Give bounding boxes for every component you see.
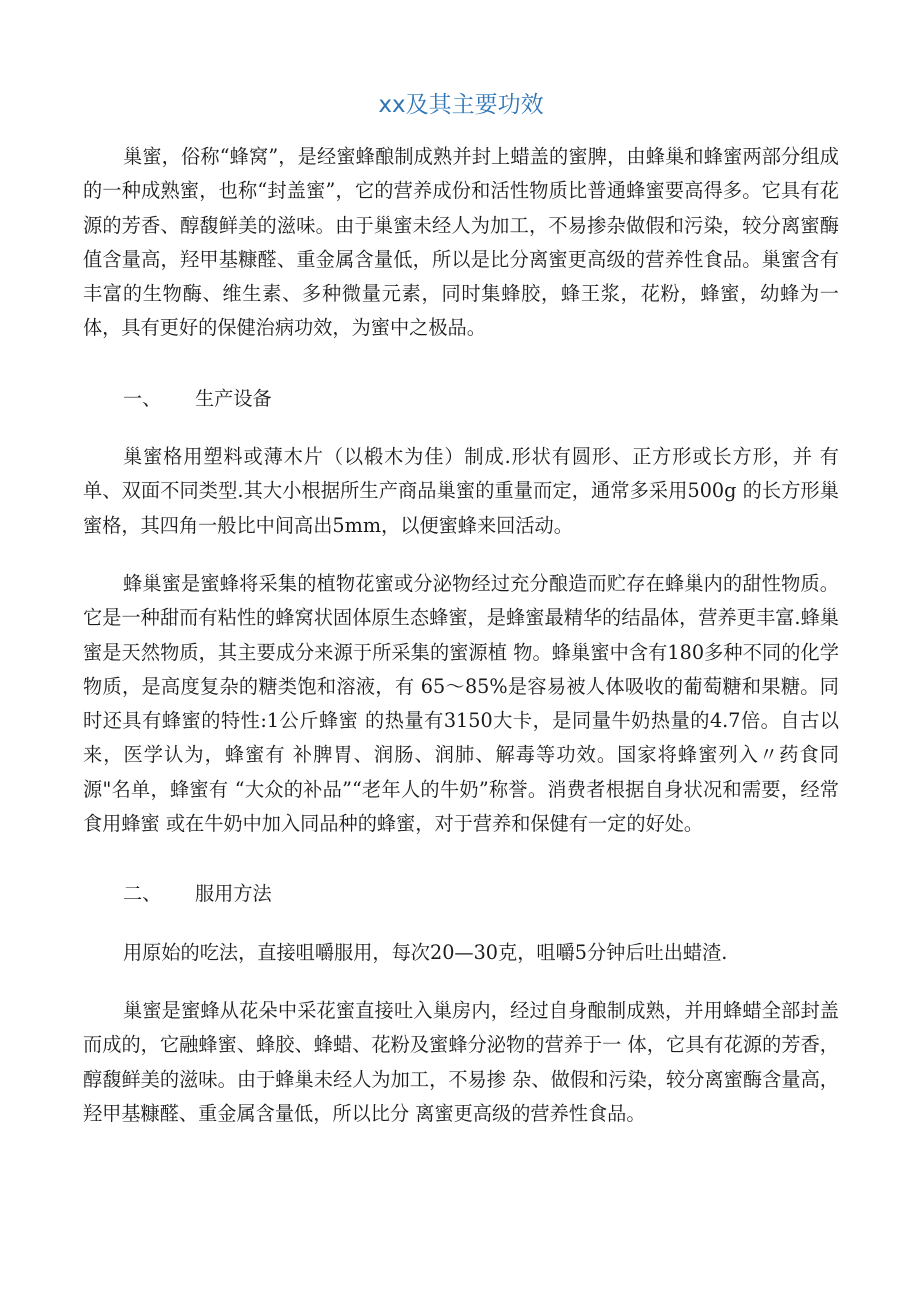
section-title: 服用方法 (195, 882, 272, 906)
section-number: 一、 (123, 386, 162, 410)
intro-paragraph: 巢蜜，俗称“蜂窝”，是经蜜蜂酿制成熟并封上蜡盖的蜜脾，由蜂巢和蜂蜜两部分组成的一种成熟蜜，也称“封盖蜜”，它的营养成份和活性物质比普通蜂蜜要高得多。它具有花源的芳香、醇馥鲜美的滋味。由于巢蜜未经人为加工，不易掺杂做假和污染，较分离蜜酶值含量高，羟甲基糠醛、重金属含量低，所以是比分离蜜更高级的营养性食品。巢蜜含有丰富的生物酶、维生素、多种微量元素，同时集蜂胶，蜂王浆，花粉，蜂蜜，幼蜂为一体，具有更好的保健治病功效，为蜜中之极品。 (83, 145, 839, 340)
section-heading-usage (83, 877, 839, 911)
paragraph: 用原始的吃法，直接咀嚼服用，每次20—30克，咀嚼5分钟后吐出蜡渣. (123, 940, 728, 964)
paragraph: 巢蜜是蜜蜂从花朵中采花蜜直接吐入巢房内，经过自身酿制成熟，并用蜂蜡全部封盖而成的，它融蜂蜜、蜂胶、蜂蜡、花粉及蜜蜂分泌物的营养于一 体，它具有花源的芳香，醇馥鲜美的滋味。由于蜂巢未经人为加工，不易掺 杂、做假和污染，较分离蜜酶含量高，羟甲基糠醛、重金属含量低，所以比分 离蜜更高级的营养性食品。 (83, 998, 839, 1125)
paragraph: 蜂巢蜜是蜜蜂将采集的植物花蜜或分泌物经过充分酿造而贮存在蜂巢内的甜性物质。它是一种甜而有粘性的蜂窝状固体原生态蜂蜜，是蜂蜜最精华的结晶体，营养更丰富.蜂巢蜜是天然物质，其主要成分来源于所采集的蜜源植 物。蜂巢蜜中含有180多种不同的化学物质，是高度复杂的糖类饱和溶液，有 65〜85%是容易被人体吸收的葡萄糖和果糖。同时还具有蜂蜜的特性:1公斤蜂蜜 的热量有3150大卡，是同量牛奶热量的4.7倍。自古以来，医学认为，蜂蜜有 补脾胃、润肠、润肺、解毒等功效。国家将蜂蜜列入〃药食同源"名单，蜂蜜有 “大众的补品”“老年人的牛奶”称誉。消费者根据自身状况和需要，经常食用蜂蜜 或在牛奶中加入同品种的蜂蜜，对于营养和保健有一定的好处。 (83, 571, 839, 836)
section-heading-equipment (83, 382, 839, 416)
page-title: xx及其主要功效 (378, 92, 544, 118)
section-number: 二、 (123, 882, 162, 906)
document-page (83, 88, 839, 1131)
section-title: 生产设备 (195, 386, 272, 410)
paragraph: 巢蜜格用塑料或薄木片（以椴木为佳）制成.形状有圆形、正方形或长方形，并 有单、双面不同类型.其大小根据所生产商品巢蜜的重量而定，通常多采用500g 的长方形巢蜜格，其四角一般比中间高出5mm，以便蜜蜂来回活动。 (83, 445, 839, 537)
